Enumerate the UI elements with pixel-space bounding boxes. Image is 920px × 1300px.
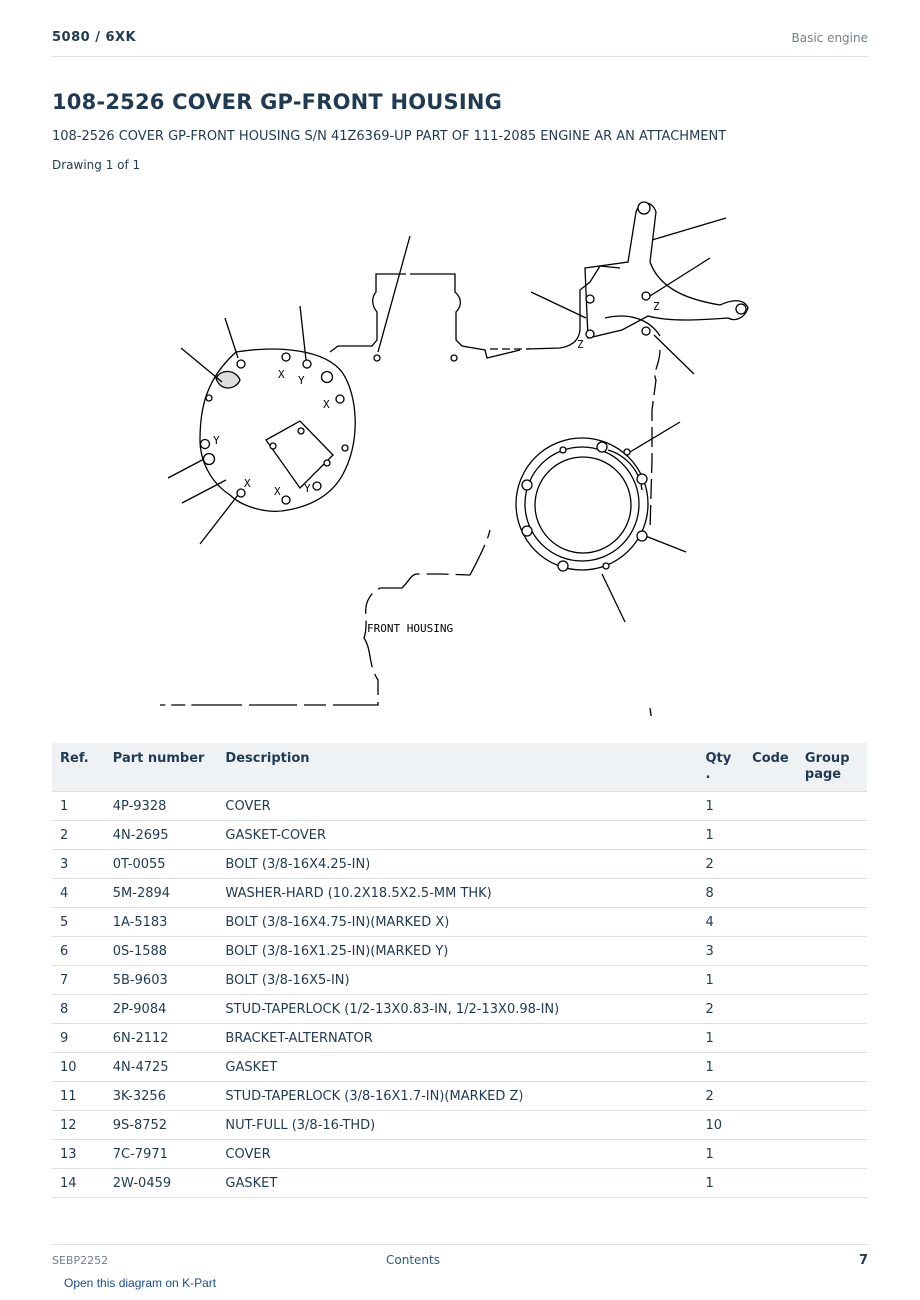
cell-code — [744, 850, 797, 879]
table-row — [52, 1024, 867, 1053]
cell-group-page — [797, 937, 867, 966]
cell-part-number: 9S-8752 — [105, 1111, 218, 1140]
cell-part-number: 5M-2894 — [105, 879, 218, 908]
table-row — [52, 966, 867, 995]
model-code: 5080 / 6XK — [52, 30, 137, 45]
cell-code — [744, 908, 797, 937]
page-footer — [52, 1244, 868, 1275]
cell-code — [744, 995, 797, 1024]
housing-outline-left — [160, 520, 220, 705]
cell-description: GASKET-COVER — [217, 821, 697, 850]
cell-qty: 1 — [697, 821, 744, 850]
cell-qty: 2 — [697, 850, 744, 879]
section-name: Basic engine — [791, 31, 868, 45]
cell-ref: 9 — [52, 1024, 105, 1053]
cell-description: BRACKET-ALTERNATOR — [217, 1024, 697, 1053]
table-row — [52, 937, 867, 966]
cell-description: GASKET — [217, 1169, 697, 1198]
page-subtitle: 108-2526 COVER GP-FRONT HOUSING S/N 41Z6369-UP PART OF 111-2085 ENGINE AR AN ATTACHMENT — [52, 129, 727, 144]
cell-part-number: 1A-5183 — [105, 908, 218, 937]
marker-x: X — [278, 368, 285, 381]
cell-qty: 2 — [697, 995, 744, 1024]
col-description: Description — [217, 743, 697, 792]
cell-qty: 1 — [697, 1169, 744, 1198]
cell-description: COVER — [217, 792, 697, 821]
cell-group-page — [797, 879, 867, 908]
marker-z: Z — [653, 300, 660, 313]
cell-ref: 2 — [52, 821, 105, 850]
parts-diagram — [160, 196, 760, 716]
contents-link[interactable]: Contents — [386, 1253, 440, 1267]
cell-description: COVER — [217, 1140, 697, 1169]
cell-qty: 1 — [697, 1053, 744, 1082]
cell-part-number: 7C-7971 — [105, 1140, 218, 1169]
cell-qty: 1 — [697, 1140, 744, 1169]
table-row — [52, 1140, 867, 1169]
cell-part-number: 4N-4725 — [105, 1053, 218, 1082]
marker-y: Y — [304, 482, 311, 495]
table-row — [52, 1082, 867, 1111]
marker-x: X — [244, 477, 251, 490]
housing-outline-right — [220, 530, 490, 705]
table-row — [52, 850, 867, 879]
cell-description: BOLT (3/8-16X5-IN) — [217, 966, 697, 995]
cell-ref: 8 — [52, 995, 105, 1024]
cell-code — [744, 1024, 797, 1053]
cell-qty: 1 — [697, 1024, 744, 1053]
page-header — [52, 28, 868, 57]
table-row — [52, 1111, 867, 1140]
page-number: 7 — [858, 1253, 868, 1268]
cell-qty: 8 — [697, 879, 744, 908]
table-row — [52, 879, 867, 908]
cell-group-page — [797, 850, 867, 879]
cell-group-page — [797, 792, 867, 821]
cell-code — [744, 966, 797, 995]
cell-part-number: 2W-0459 — [105, 1169, 218, 1198]
cell-ref: 7 — [52, 966, 105, 995]
table-row — [52, 792, 867, 821]
cell-group-page — [797, 1024, 867, 1053]
drawing-count: Drawing 1 of 1 — [52, 158, 141, 172]
cell-qty: 3 — [697, 937, 744, 966]
cell-qty: 10 — [697, 1111, 744, 1140]
cell-group-page — [797, 1082, 867, 1111]
cell-group-page — [797, 821, 867, 850]
cell-group-page — [797, 1169, 867, 1198]
marker-y: Y — [298, 374, 305, 387]
col-group-page: Group page — [797, 743, 867, 792]
cell-code — [744, 937, 797, 966]
kpart-link[interactable]: Open this diagram on K-Part — [64, 1276, 217, 1290]
cell-code — [744, 1140, 797, 1169]
col-part-number: Part number — [105, 743, 218, 792]
cell-code — [744, 1082, 797, 1111]
diagram-label: FRONT HOUSING — [367, 622, 454, 635]
cell-ref: 5 — [52, 908, 105, 937]
cell-ref: 1 — [52, 792, 105, 821]
cell-code — [744, 821, 797, 850]
col-code: Code — [744, 743, 797, 792]
cell-ref: 14 — [52, 1169, 105, 1198]
marker-y: Y — [213, 434, 220, 447]
cell-code — [744, 879, 797, 908]
cell-code — [744, 1169, 797, 1198]
page-title: 108-2526 COVER GP-FRONT HOUSING — [52, 90, 503, 114]
cell-ref: 4 — [52, 879, 105, 908]
cell-part-number: 0S-1588 — [105, 937, 218, 966]
cell-qty: 1 — [697, 792, 744, 821]
housing-outline-right-side — [490, 551, 663, 716]
document-id: SEBP2252 — [52, 1254, 109, 1267]
cell-description: BOLT (3/8-16X4.25-IN) — [217, 850, 697, 879]
cell-ref: 3 — [52, 850, 105, 879]
cell-ref: 13 — [52, 1140, 105, 1169]
table-row — [52, 1053, 867, 1082]
cell-ref: 11 — [52, 1082, 105, 1111]
marker-x: X — [274, 485, 281, 498]
cell-qty: 2 — [697, 1082, 744, 1111]
col-qty: Qty . — [697, 743, 744, 792]
cell-ref: 10 — [52, 1053, 105, 1082]
cell-group-page — [797, 966, 867, 995]
marker-x: X — [323, 398, 330, 411]
cell-qty: 1 — [697, 966, 744, 995]
cell-code — [744, 1111, 797, 1140]
parts-table-body — [52, 792, 867, 1198]
parts-table — [52, 743, 867, 1198]
cell-part-number: 4N-2695 — [105, 821, 218, 850]
cell-ref: 6 — [52, 937, 105, 966]
col-ref: Ref. — [52, 743, 105, 792]
table-row — [52, 821, 867, 850]
table-row — [52, 1169, 867, 1198]
cell-description: BOLT (3/8-16X4.75-IN)(MARKED X) — [217, 908, 697, 937]
cell-description: STUD-TAPERLOCK (1/2-13X0.83-IN, 1/2-13X0.98-IN) — [217, 995, 697, 1024]
cell-part-number: 5B-9603 — [105, 966, 218, 995]
cell-group-page — [797, 1053, 867, 1082]
cell-code — [744, 1053, 797, 1082]
cell-description: BOLT (3/8-16X1.25-IN)(MARKED Y) — [217, 937, 697, 966]
cell-code — [744, 792, 797, 821]
cell-description: WASHER-HARD (10.2X18.5X2.5-MM THK) — [217, 879, 697, 908]
table-row — [52, 908, 867, 937]
table-row — [52, 995, 867, 1024]
cell-group-page — [797, 1111, 867, 1140]
marker-z: Z — [577, 338, 584, 351]
cell-description: GASKET — [217, 1053, 697, 1082]
cell-part-number: 0T-0055 — [105, 850, 218, 879]
cell-qty: 4 — [697, 908, 744, 937]
cell-group-page — [797, 995, 867, 1024]
cell-part-number: 3K-3256 — [105, 1082, 218, 1111]
table-header-row — [52, 743, 867, 792]
cell-part-number: 4P-9328 — [105, 792, 218, 821]
cell-description: NUT-FULL (3/8-16-THD) — [217, 1111, 697, 1140]
cell-ref: 12 — [52, 1111, 105, 1140]
cell-part-number: 2P-9084 — [105, 995, 218, 1024]
cell-description: STUD-TAPERLOCK (3/8-16X1.7-IN)(MARKED Z) — [217, 1082, 697, 1111]
cell-group-page — [797, 908, 867, 937]
cell-part-number: 6N-2112 — [105, 1024, 218, 1053]
cell-group-page — [797, 1140, 867, 1169]
